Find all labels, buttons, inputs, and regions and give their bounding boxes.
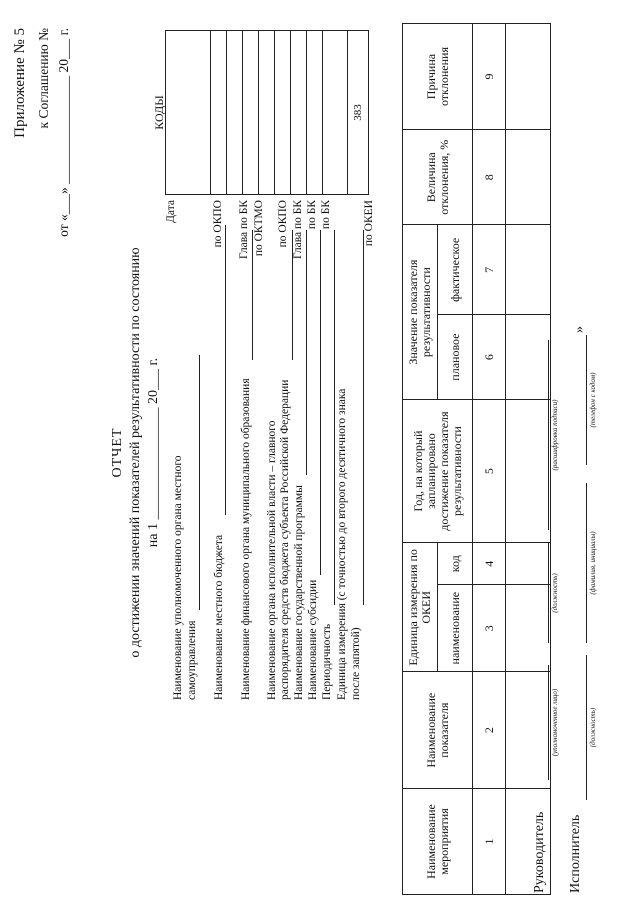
field-underline bbox=[199, 355, 200, 610]
code-label: Дата bbox=[165, 200, 177, 223]
signature-caption: (должность) bbox=[589, 707, 597, 748]
col-deviation: Величина отклонения, % bbox=[403, 130, 473, 225]
signature-line bbox=[548, 340, 549, 530]
code-label: по ОКЕИ bbox=[363, 200, 375, 247]
annex-date: от «___» ________________ 20___ г. bbox=[56, 28, 71, 237]
executor-end-mark: » bbox=[572, 326, 587, 333]
field-label: после запятой) bbox=[350, 627, 362, 700]
table-cell[interactable] bbox=[506, 399, 551, 542]
codes-table bbox=[165, 30, 369, 195]
signature-line bbox=[586, 335, 587, 465]
col-value: Значение показателя результативности bbox=[403, 225, 438, 400]
table-cell[interactable] bbox=[506, 24, 551, 130]
okei-code-cell: 383 bbox=[348, 31, 369, 195]
codes-header: КОДЫ bbox=[152, 95, 166, 130]
code-label: по ОКТМО bbox=[253, 200, 265, 257]
annex-title: Приложение № 5 bbox=[12, 28, 28, 138]
col-unit-code: код bbox=[438, 543, 473, 585]
table-cell[interactable] bbox=[506, 672, 551, 789]
code-label: по БК bbox=[320, 200, 332, 230]
field-underline bbox=[225, 225, 226, 515]
code-label: Глава по БК bbox=[238, 200, 250, 259]
table-cell[interactable] bbox=[506, 543, 551, 585]
col-actual: фактическое bbox=[438, 225, 473, 315]
col-number: 1 bbox=[473, 789, 506, 895]
signature-caption: (фамилия, инициалы) bbox=[589, 531, 597, 595]
code-label: по БК bbox=[306, 200, 318, 230]
code-cell bbox=[243, 31, 259, 195]
field-label: самоуправления bbox=[186, 620, 198, 700]
col-number: 8 bbox=[473, 130, 506, 225]
table-cell[interactable] bbox=[506, 585, 551, 672]
signature-caption: (должность) bbox=[551, 573, 559, 613]
code-cell bbox=[211, 31, 227, 195]
code-cell bbox=[323, 31, 348, 195]
col-number: 3 bbox=[473, 585, 506, 672]
col-number: 9 bbox=[473, 24, 506, 130]
report-subtitle: о достижении значений показателей результативности по состоянию bbox=[128, 247, 143, 658]
col-unit-name: наименование bbox=[438, 585, 473, 672]
col-number: 2 bbox=[473, 672, 506, 789]
col-number: 6 bbox=[473, 315, 506, 400]
indicators-table bbox=[402, 23, 551, 895]
signature-caption: (телефон с кодом) bbox=[589, 372, 597, 428]
col-event: Наименование мероприятия bbox=[403, 789, 473, 895]
signature-line bbox=[586, 655, 587, 800]
code-cell bbox=[227, 31, 243, 195]
code-cell bbox=[307, 31, 323, 195]
signature-caption: (уполномоченное лицо) bbox=[551, 688, 559, 757]
signature-caption: (расшифровка подписи) bbox=[551, 399, 559, 471]
code-label: по ОКПО bbox=[212, 200, 224, 248]
table-cell[interactable] bbox=[506, 225, 551, 315]
field-label: Наименование органа исполнительной власти – главного bbox=[266, 420, 278, 700]
field-label: Наименование финансового органа муниципального образования bbox=[240, 378, 252, 700]
code-cell bbox=[259, 31, 275, 195]
code-cell bbox=[291, 31, 307, 195]
table-cell[interactable] bbox=[506, 315, 551, 400]
field-label: Наименование местного бюджета bbox=[213, 534, 225, 700]
field-label: Наименование государственной программы bbox=[293, 485, 305, 700]
table-cell[interactable] bbox=[506, 130, 551, 225]
col-number: 7 bbox=[473, 225, 506, 315]
col-number: 4 bbox=[473, 543, 506, 585]
field-label: Наименование субсидии bbox=[307, 579, 319, 700]
head-label: Руководитель bbox=[532, 811, 547, 893]
report-state-date: на 1 ________________ 20___ г. bbox=[146, 357, 161, 548]
field-label: распорядителя средств бюджета субъекта Российской Федерации bbox=[279, 379, 291, 700]
signature-line bbox=[586, 483, 587, 643]
field-underline bbox=[334, 230, 335, 605]
col-reason: Причина отклонения bbox=[403, 24, 473, 130]
code-cell bbox=[166, 31, 211, 195]
col-planned: плановое bbox=[438, 315, 473, 400]
col-year: Год, на который запланировано достижение показателя результативности bbox=[403, 399, 473, 542]
col-indicator: Наименование показателя bbox=[403, 672, 473, 789]
signature-line bbox=[548, 543, 549, 643]
signature-line bbox=[548, 665, 549, 780]
field-label: Периодичность bbox=[321, 623, 333, 700]
code-cell bbox=[275, 31, 291, 195]
col-number: 5 bbox=[473, 399, 506, 542]
field-label: Единица измерения (с точностью до второго десятичного знака bbox=[336, 388, 348, 700]
field-label: Наименование уполномоченного органа местного bbox=[172, 455, 184, 700]
annex-agreement: к Соглашению № bbox=[36, 28, 51, 129]
executor-label: Исполнитель bbox=[568, 814, 583, 893]
code-label: по ОКПО bbox=[277, 200, 289, 248]
report-title: ОТЧЕТ bbox=[110, 427, 125, 478]
code-label: Глава по БК bbox=[292, 200, 304, 259]
col-unit: Единица измерения по ОКЕИ bbox=[403, 543, 438, 672]
